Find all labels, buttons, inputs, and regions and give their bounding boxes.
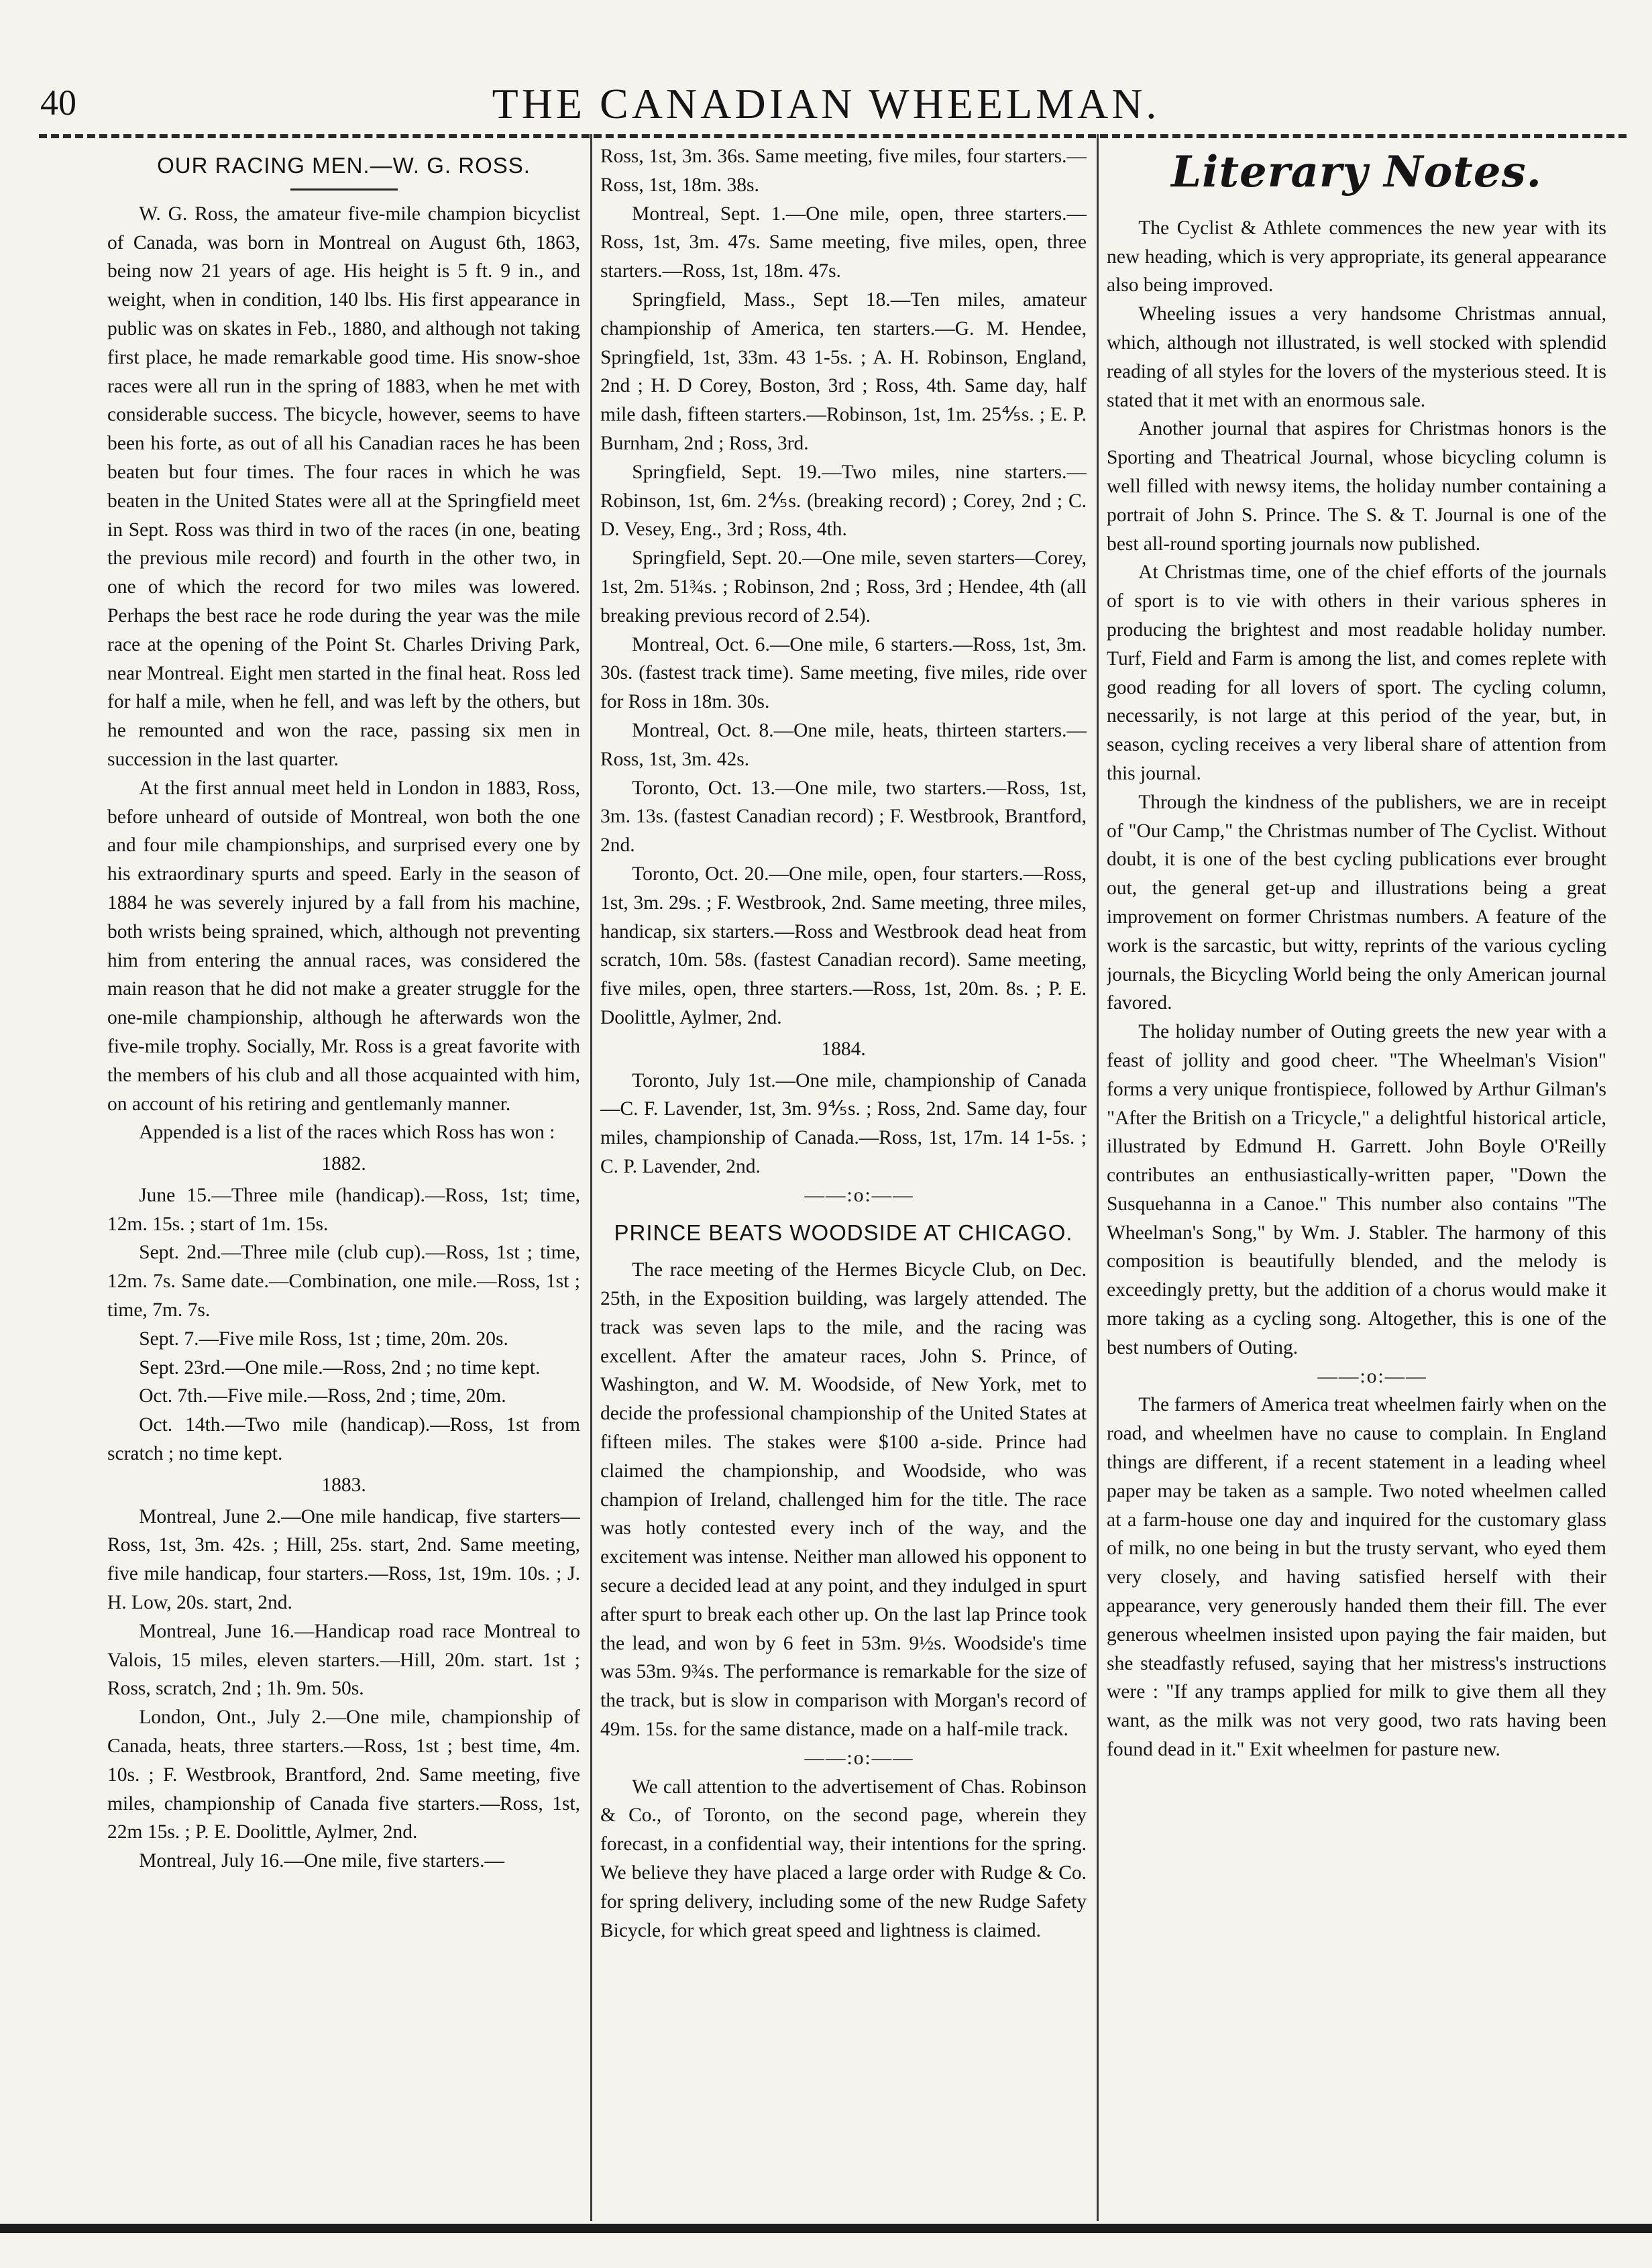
paragraph: At the first annual meet held in London in 1883, Ross, before unheard of outside of Montreal, won both the one and four mile championships, and surprised every one by his extraordinary spurts and speed. Early in the season of 1884 he was severely injured by a fall from his machine, both wrists being sprained, which, although not preventing him from entering the annual races, was considered the main reason that he did not make a greater struggle for the one-mile championship, although he afterwards won the five-mile trophy. Socially, Mr. Ross is a great favorite with the members of his club and all those acquainted with him, on account of his retiring and gentlemanly manner. [107,777,580,1115]
race-entry: Toronto, Oct. 20.—One mile, open, four starters.—Ross, 1st, 3m. 29s. ; F. Westbrook, 2nd. Same meeting, three miles, handicap, six starters.—Ross and Westbrook dead heat from scratch, 10m. 58s. (fastest Canadian record). Same meeting, five miles, open, three starters.—Ross, 1st, 20m. 8s. ; P. E. Doolittle, Aylmer, 2nd. [600,863,1087,1028]
paragraph: Appended is a list of the races which Ross has won : [139,1122,555,1144]
race-entry: Ross, 1st, 3m. 36s. Same meeting, five miles, four starters.—Ross, 1st, 18m. 38s. [600,146,1087,196]
race-entry: Montreal, Sept. 1.—One mile, open, three starters.—Ross, 1st, 3m. 47s. Same meeting, five miles, open, three starters.—Ross, 1st, 18m. 47s. [600,203,1087,282]
race-entry: Montreal, Oct. 8.—One mile, heats, thirteen starters.—Ross, 1st, 3m. 42s. [600,719,1087,770]
year-label: 1884. [821,1038,866,1060]
race-entry: Sept. 7.—Five mile Ross, 1st ; time, 20m. 20s. [139,1328,508,1350]
paragraph: The Cyclist & Athlete commences the new year with its new heading, which is very appropriate, its general appearance also being improved. [1107,217,1606,296]
race-entry: London, Ont., July 2.—One mile, championship of Canada, heats, three starters.—Ross, 1st ; best time, 4m. 10s. ; F. Westbrook, Brantford, 2nd. Same meeting, five miles, championship of Canada five starters.—Ross, 1st, 22m 15s. ; P. E. Doolittle, Aylmer, 2nd. [107,1707,580,1843]
article-heading-racing-men: OUR RACING MEN.—W. G. ROSS. [157,153,531,178]
section-separator: ——:o:—— [804,1184,914,1206]
paragraph: Through the kindness of the publishers, we are in receipt of "Our Camp," the Christmas number of The Cyclist. Without doubt, it is one of the best cycling publications ever brought out, the general get-up and illustrations being a great improvement on former Christmas numbers. A feature of the work is the sarcastic, but witty, reprints of the various cycling journals, the Bicycling World being the only American journal favored. [1107,791,1606,1014]
paragraph: The holiday number of Outing greets the new year with a feast of jollity and good cheer. "The Wheelman's Vision" forms a very unique frontispiece, followed by Arthur Gilman's "After the British on a Tricycle," a delightful historical article, illustrated by Edmund H. Garrett. John Boyle O'Reilly contributes an enthusiastically-written paper, "Down the Susquehanna in a Canoe." This number also contains "The Wheelman's Song," by Wm. J. Stabler. The harmony of this composition is beautifully blended, and the melody is exceedingly pretty, but the addition of a chorus would make it more taking as a cycling song. Altogether, this is one of the best numbers of Outing. [1107,1021,1606,1358]
section-separator: ——:o:—— [1317,1365,1427,1387]
paragraph: Another journal that aspires for Christmas honors is the Sporting and Theatrical Journal, whose bicycling column is well filled with newsy items, the holiday number containing a portrait of John S. Prince. The S. & T. Journal is one of the best all-round sporting journals now published. [1107,418,1606,555]
column-1 [107,142,580,2221]
masthead: THE CANADIAN WHEELMAN. [492,80,1160,127]
footer-rule [0,2224,1652,2233]
column-2 [600,142,1087,2221]
race-entry: Toronto, July 1st.—One mile, championship of Canada—C. F. Lavender, 1st, 3m. 9⅘s. ; Ross, 2nd. Same day, four miles, championship of Canada.—Ross, 1st, 17m. 14 1-5s. ; C. P. Lavender, 2nd. [600,1069,1087,1177]
column-divider-1 [590,134,592,2221]
page-number: 40 [40,83,76,123]
race-entry: Montreal, Oct. 6.—One mile, 6 starters.—Ross, 1st, 3m. 30s. (fastest track time). Same meeting, five miles, ride over for Ross in 18m. 30s. [600,633,1087,713]
year-label: 1882. [321,1153,366,1175]
header-rule [39,134,1627,138]
article-heading-prince-woodside: PRINCE BEATS WOODSIDE AT CHICAGO. [614,1220,1073,1246]
paragraph: W. G. Ross, the amateur five-mile champion bicyclist of Canada, was born in Montreal on August 6th, 1863, being now 21 years of age. His height is 5 ft. 9 in., and weight, when in condition, 140 lbs. His first appearance in public was on skates in Feb., 1880, and although not taking first place, he made remarkable good time. His snow-shoe races were all run in the spring of 1883, when he met with considerable success. The bicycle, however, seems to have been his forte, as out of all his Canadian races he has been beaten but four times. The four races in which he was beaten in the United States were all at the Springfield meet in Sept. Ross was third in two of the races (in one, beating the previous mile record) and fourth in the other two, in one of which the record for two miles was lowered. Perhaps the best race he rode during the year was the mile race at the opening of the Point St. Charles Driving Park, near Montreal. Eight men started in the final heat. Ross led for half a mile, when he fell, and was left by the others, but he remounted and won the race, passing six men in succession in the last quarter. [107,203,580,770]
race-entry: Montreal, June 2.—One mile handicap, five starters—Ross, 1st, 3m. 42s. ; Hill, 25s. start, 2nd. Same meeting, five mile handicap, four starters.—Ross, 1st, 19m. 10s. ; J. H. Low, 20s. start, 2nd. [107,1505,580,1614]
paragraph: Wheeling issues a very handsome Christmas annual, which, although not illustrated, is well stocked with splendid reading of all styles for the lovers of the mysterious steed. It is stated that it met with an enormous sale. [1107,303,1606,411]
race-entry: Toronto, Oct. 13.—One mile, two starters.—Ross, 1st, 3m. 13s. (fastest Canadian record) ; F. Westbrook, Brantford, 2nd. [600,777,1087,857]
race-entry: Sept. 2nd.—Three mile (club cup).—Ross, 1st ; time, 12m. 7s. Same date.—Combination, one mile.—Ross, 1st ; time, 7m. 7s. [107,1242,580,1321]
literary-notes-heading: Literary Notes. [1171,147,1542,197]
race-entry: Montreal, July 16.—One mile, five starters.— [139,1850,505,1872]
section-separator: ——:o:—— [804,1747,914,1769]
column-3 [1107,142,1606,2221]
race-entry: Montreal, June 16.—Handicap road race Montreal to Valois, 15 miles, eleven starters.—Hill, 20m. start. 1st ; Ross, scratch, 2nd ; 1h. 9m. 50s. [107,1620,580,1700]
paragraph: At Christmas time, one of the chief efforts of the journals of sport is to vie with others in their various spheres in producing the brightest and most readable holiday number. Turf, Field and Farm is among the list, and comes replete with good reading for all lovers of sport. The cycling column, necessarily, is not large at this period of the year, but, in season, cycling receives a very liberal share of attention from this journal. [1107,561,1606,784]
race-entry: Springfield, Sept. 19.—Two miles, nine starters.—Robinson, 1st, 6m. 2⅘s. (breaking record) ; Corey, 2nd ; C. D. Vesey, Eng., 3rd ; Ross, 4th. [600,461,1087,541]
race-entry: June 15.—Three mile (handicap).—Ross, 1st; time, 12m. 15s. ; start of 1m. 15s. [107,1184,580,1235]
race-entry: Springfield, Mass., Sept 18.—Ten miles, amateur championship of America, ten starters.—G. M. Hendee, Springfield, 1st, 33m. 43 1-5s. ; A. H. Robinson, England, 2nd ; H. D Corey, Boston, 3rd ; Ross, 4th. Same day, half mile dash, fifteen starters.—Robinson, 1st, 1m. 25⅘s. ; E. P. Burnham, 2nd ; Ross, 3rd. [600,288,1087,454]
paragraph: The farmers of America treat wheelmen fairly when on the road, and wheelmen have no cause to complain. In England things are different, if a recent statement in a leading wheel paper may be taken as a sample. Two noted wheelmen called at a farm-house one day and inquired for the customary glass of milk, no one being in but the trusty servant, who eyed them very closely, and having satisfied herself with their appearance, very generously handed them their fill. The ever generous wheelmen insisted upon paying the fair maiden, but she steadfastly refused, saying that her mistress's instructions were : "If any tramps applied for milk to give them all they want, as the milk was not very good, two rats having been found dead in it." Exit wheelmen for pasture new. [1107,1394,1606,1761]
race-entry: Oct. 14th.—Two mile (handicap).—Ross, 1st from scratch ; no time kept. [107,1414,580,1465]
race-entry: Sept. 23rd.—One mile.—Ross, 2nd ; no time kept. [139,1356,541,1379]
paragraph: The race meeting of the Hermes Bicycle Club, on Dec. 25th, in the Exposition building, was largely attended. The track was seven laps to the mile, and the racing was excellent. After the amateur races, John S. Prince, of Washington, and W. M. Woodside, of New York, met to decide the professional championship of the United States at fifteen miles. The stakes were $100 a-side. Prince had claimed the championship, and Woodside, who was champion of Ireland, challenged him for the title. The race was hotly contested every inch of the way, and the excitement was intense. Neither man allowed his opponent to secure a decided lead at any point, and they indulged in spurt after spurt to break each other up. On the last lap Prince took the lead, and won by 6 feet in 53m. 9½s. Woodside's time was 53m. 9¾s. The performance is remarkable for the size of the track, but is slow in comparison with Morgan's record of 49m. 15s. for the same distance, made on a half-mile track. [600,1259,1087,1741]
year-label: 1883. [321,1474,366,1496]
race-entry: Oct. 7th.—Five mile.—Ross, 2nd ; time, 20m. [139,1385,506,1407]
race-entry: Springfield, Sept. 20.—One mile, seven starters—Corey, 1st, 2m. 51¾s. ; Robinson, 2nd ; Ross, 3rd ; Hendee, 4th (all breaking previous record of 2.54). [600,547,1087,627]
column-divider-2 [1097,134,1099,2221]
heading-rule [290,188,398,191]
paragraph: We call attention to the advertisement of Chas. Robinson & Co., of Toronto, on the second page, wherein they forecast, in a confidential way, their intentions for the spring. We believe they have placed a large order with Rudge & Co. for spring delivery, including some of the new Rudge Safety Bicycle, for which great speed and lightness is claimed. [600,1776,1087,1941]
